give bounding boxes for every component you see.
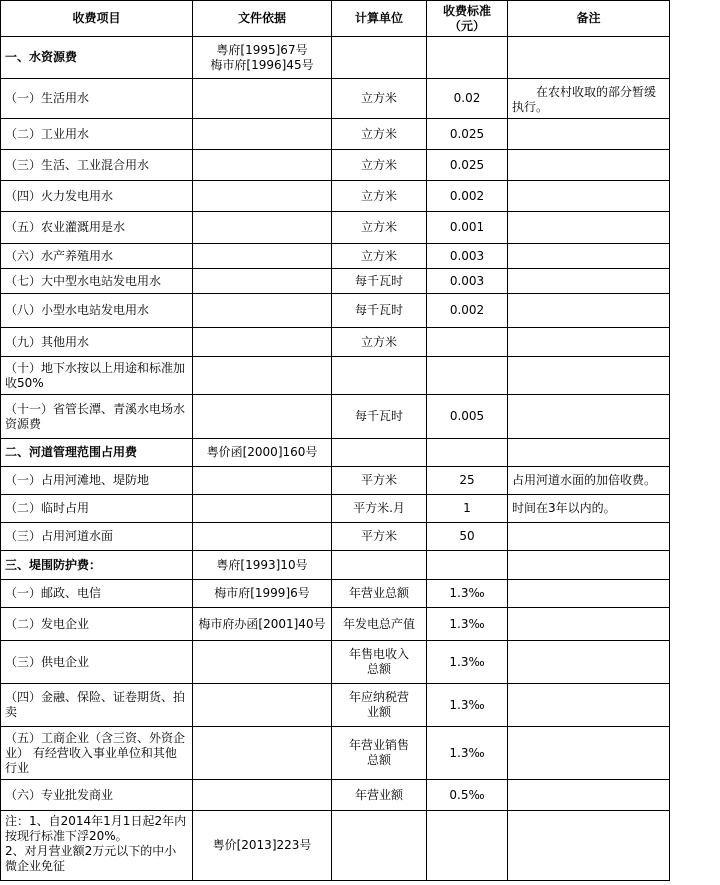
row-note (508, 357, 670, 395)
table-row (1, 294, 670, 328)
row-basis (193, 641, 332, 684)
section-basis: 粤府[1993]10号 (193, 551, 332, 580)
empty-cell (508, 439, 670, 467)
empty-cell (332, 811, 427, 881)
row-standard: 1.3‰ (427, 641, 508, 684)
row-unit: 立方米 (332, 244, 427, 269)
row-basis (193, 357, 332, 395)
row-basis (193, 212, 332, 244)
row-standard: 0.02 (427, 79, 508, 119)
row-basis (193, 495, 332, 523)
row-item: （六）专业批发商业 (1, 780, 193, 811)
row-standard: 50 (427, 523, 508, 551)
row-note (508, 181, 670, 212)
row-unit: 立方米 (332, 181, 427, 212)
row-note (508, 269, 670, 294)
empty-cell (332, 439, 427, 467)
row-note (508, 580, 670, 608)
section-row-water (1, 37, 670, 79)
row-unit: 年应纳税营业额 (332, 684, 427, 727)
table-row (1, 79, 670, 119)
row-item: （四）金融、保险、证卷期货、拍卖 (1, 684, 193, 727)
header-row (1, 1, 670, 37)
row-standard: 1.3‰ (427, 580, 508, 608)
table-row (1, 212, 670, 244)
row-basis (193, 269, 332, 294)
row-unit: 立方米 (332, 328, 427, 357)
row-basis (193, 294, 332, 328)
row-note (508, 641, 670, 684)
row-unit: 年营业总额 (332, 580, 427, 608)
row-basis (193, 684, 332, 727)
row-basis (193, 727, 332, 780)
table-row (1, 641, 670, 684)
row-note (508, 294, 670, 328)
row-item: （三）占用河道水面 (1, 523, 193, 551)
row-item: （七）大中型水电站发电用水 (1, 269, 193, 294)
row-unit: 年营业额 (332, 780, 427, 811)
footnote-text (1, 811, 193, 881)
header-standard-line1: 收费标准 (442, 3, 491, 18)
section-title: 一、水资源费 (1, 37, 193, 79)
footnote-line: 注：1、自2014年1月1日起2年内按现行标准下浮20%。 (5, 814, 187, 843)
header-standard-line2: （元） (448, 18, 485, 33)
row-note (508, 244, 670, 269)
row-standard: 0.002 (427, 294, 508, 328)
table-row (1, 269, 670, 294)
table-row (1, 119, 670, 150)
row-basis (193, 181, 332, 212)
row-unit: 立方米 (332, 119, 427, 150)
table-row (1, 150, 670, 181)
empty-cell (427, 811, 508, 881)
row-item: （一）邮政、电信 (1, 580, 193, 608)
empty-cell (427, 439, 508, 467)
row-unit: 年售电收入总额 (332, 641, 427, 684)
row-unit: 立方米 (332, 212, 427, 244)
row-note (508, 684, 670, 727)
row-item: （二）工业用水 (1, 119, 193, 150)
row-basis (193, 150, 332, 181)
row-item: （三）供电企业 (1, 641, 193, 684)
row-note (508, 119, 670, 150)
footnote-row (1, 811, 670, 881)
row-basis (193, 119, 332, 150)
row-note (508, 395, 670, 439)
table-row (1, 523, 670, 551)
section-basis: 粤价函[2000]160号 (193, 439, 332, 467)
table-row (1, 244, 670, 269)
row-item: （三）生活、工业混合用水 (1, 150, 193, 181)
row-standard: 0.001 (427, 212, 508, 244)
table-row (1, 780, 670, 811)
row-note (508, 780, 670, 811)
water-note: 在农村收取的部分暂缓执行。 (512, 85, 657, 114)
empty-cell (427, 551, 508, 580)
row-standard: 0.002 (427, 181, 508, 212)
row-note (508, 212, 670, 244)
row-item: （五）工商企业（含三资、外资企业） 有经营收入事业单位和其他行业 (1, 727, 193, 780)
row-unit: 每千瓦时 (332, 269, 427, 294)
table-row (1, 181, 670, 212)
row-note (508, 79, 670, 119)
row-unit: 立方米 (332, 79, 427, 119)
header-note: 备注 (508, 1, 670, 37)
empty-cell (332, 37, 427, 79)
row-item: （一）生活用水 (1, 79, 193, 119)
row-standard: 1.3‰ (427, 608, 508, 641)
row-standard: 1 (427, 495, 508, 523)
row-basis (193, 467, 332, 495)
row-standard (427, 328, 508, 357)
row-standard: 0.5‰ (427, 780, 508, 811)
header-standard (427, 1, 508, 37)
row-unit: 年发电总产值 (332, 608, 427, 641)
row-item: （十一）省管长潭、青溪水电场水资源费 (1, 395, 193, 439)
table-row (1, 357, 670, 395)
row-item: （四）火力发电用水 (1, 181, 193, 212)
row-unit: 年营业销售总额 (332, 727, 427, 780)
table-row (1, 328, 670, 357)
row-note (508, 150, 670, 181)
row-basis (193, 328, 332, 357)
row-item: （九）其他用水 (1, 328, 193, 357)
section-title: 二、河道管理范围占用费 (1, 439, 193, 467)
header-unit: 计算单位 (332, 1, 427, 37)
table-row (1, 495, 670, 523)
row-item: （六）水产养殖用水 (1, 244, 193, 269)
row-standard: 0.003 (427, 269, 508, 294)
row-basis (193, 780, 332, 811)
table-row (1, 467, 670, 495)
row-item: （二）发电企业 (1, 608, 193, 641)
empty-cell (427, 37, 508, 79)
row-unit: 平方米.月 (332, 495, 427, 523)
row-note: 占用河道水面的加倍收费。 (508, 467, 670, 495)
table-row (1, 727, 670, 780)
row-basis: 梅市府[1999]6号 (193, 580, 332, 608)
row-basis (193, 244, 332, 269)
row-note (508, 608, 670, 641)
basis-line: 梅市府[1996]45号 (210, 57, 314, 72)
section-basis (193, 37, 332, 79)
row-item: （二）临时占用 (1, 495, 193, 523)
row-standard: 0.003 (427, 244, 508, 269)
row-item: （十）地下水按以上用途和标准加收50% (1, 357, 193, 395)
empty-cell (508, 811, 670, 881)
row-item: （一）占用河滩地、堤防地 (1, 467, 193, 495)
row-unit: 平方米 (332, 467, 427, 495)
empty-cell (508, 551, 670, 580)
row-unit: 每千瓦时 (332, 294, 427, 328)
table-row (1, 395, 670, 439)
row-basis (193, 523, 332, 551)
basis-line: 粤府[1995]67号 (216, 42, 308, 57)
row-item: （八）小型水电站发电用水 (1, 294, 193, 328)
row-basis: 梅市府办函[2001]40号 (193, 608, 332, 641)
row-note (508, 328, 670, 357)
empty-cell (508, 37, 670, 79)
row-note: 时间在3年以内的。 (508, 495, 670, 523)
footnote-basis: 粤价[2013]223号 (193, 811, 332, 881)
row-basis (193, 79, 332, 119)
row-note (508, 523, 670, 551)
row-item: （五）农业灌溉用是水 (1, 212, 193, 244)
table-row (1, 580, 670, 608)
section-row-levee (1, 551, 670, 580)
row-unit: 每千瓦时 (332, 395, 427, 439)
section-row-river (1, 439, 670, 467)
row-unit: 平方米 (332, 523, 427, 551)
row-note (508, 727, 670, 780)
row-basis (193, 395, 332, 439)
row-standard: 1.3‰ (427, 727, 508, 780)
row-standard: 0.005 (427, 395, 508, 439)
row-standard (427, 357, 508, 395)
row-standard: 1.3‰ (427, 684, 508, 727)
table-row (1, 608, 670, 641)
empty-cell (332, 551, 427, 580)
row-unit: 立方米 (332, 150, 427, 181)
row-standard: 0.025 (427, 150, 508, 181)
row-unit (332, 357, 427, 395)
table-row (1, 684, 670, 727)
row-standard: 25 (427, 467, 508, 495)
section-title: 三、堤围防护费： (1, 551, 193, 580)
header-basis: 文件依据 (193, 1, 332, 37)
row-standard: 0.025 (427, 119, 508, 150)
footnote-line: 2、对月营业额2万元以下的中小微企业免征 (5, 844, 177, 873)
header-item: 收费项目 (1, 1, 193, 37)
